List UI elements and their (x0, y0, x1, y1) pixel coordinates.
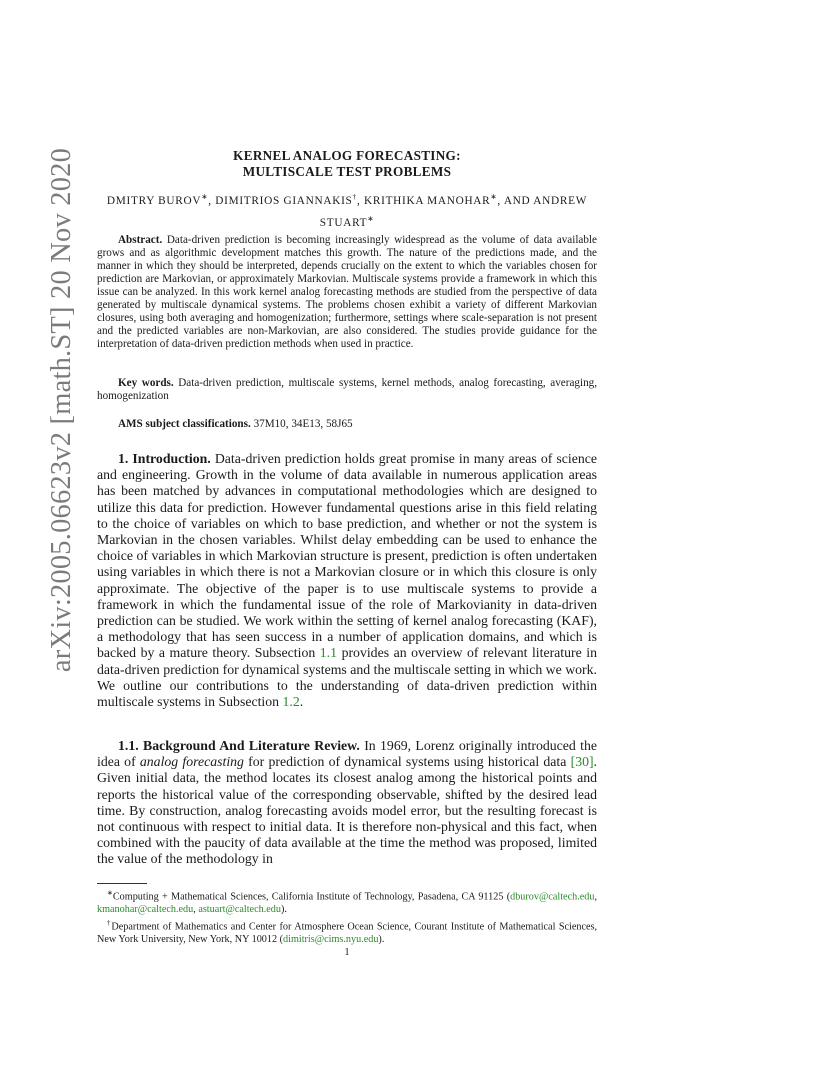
author-3: KRITHIKA MANOHAR (364, 194, 491, 207)
keywords-label: Key words. (118, 377, 174, 389)
citation-30[interactable]: [30] (570, 754, 594, 770)
ams-classifications (97, 418, 597, 431)
footnote-1-sep-2: , (193, 903, 199, 915)
author-2-mark: † (352, 192, 357, 201)
email-link-stuart[interactable]: astuart@caltech.edu (198, 903, 281, 915)
author-1: DMITRY BUROV (106, 194, 202, 207)
keywords (97, 377, 597, 403)
page-number: 1 (344, 947, 350, 958)
abstract-text: Data-driven prediction is becoming increasingly widespread as the volume of data available grows and as algorithmic development matches this growth. The nature of the predictions made, and the manner in which they should be interpreted, depends crucially on the extent to which the variables chosen for prediction are Markovian, or approximately Markovian. Multiscale systems provide a framework in which this issue can be analyzed. In this work kernel analog forecasting methods are studied from the perspective of data generated by multiscale dynamical systems. The problems chosen exhibit a variety of different Markovian closures, using both averaging and homogenization; furthermore, settings where scale-separation is not present and the predicted variables are non-Markovian, are also considered. The studies provide guidance for the interpretation of data-driven prediction methods when used in practice. (97, 234, 597, 350)
author-1-mark: ∗ (201, 192, 209, 201)
subsection-ref-1-1[interactable]: 1.1 (319, 645, 338, 661)
author-list: DMITRY BUROV∗, DIMITRIOS GIANNAKIS†, KRITHIKA MANOHAR∗, AND ANDREW STUART∗ (106, 192, 588, 229)
footnote-1-sep-1: , (594, 891, 597, 903)
author-conjunction: AND ANDREW (503, 194, 588, 207)
section-1-1-text-a: In 1969, Lorenz originally introduced the idea of (97, 738, 597, 770)
section-1-1-text-b: for prediction of dynamical systems using historical data (248, 754, 567, 770)
section-1-1-text-c: . Given initial data, the method locates its closest analog among the historical points and reports the historical value of the corresponding observable, shifted by the desired lead time. By construction, analog forecasting avoids model error, but the resulting forecast is not continuous with respect to initial data. It is therefore non-physical and this fact, when combined with the paucity of data available at the time the method was proposed, limited the value of the methodology in (97, 754, 598, 867)
footnote-1-text: Computing + Mathematical Sciences, California Institute of Technology, Pasadena, CA 91125 ( (112, 891, 511, 903)
section-1-heading: 1. Introduction. (118, 451, 211, 466)
footnote-2-mark: † (107, 919, 112, 928)
author-4-mark: ∗ (367, 213, 375, 223)
section-1-text-b: provides an overview of relevant literature in data-driven prediction for dynamical systems and the multiscale setting in which we work. We outline our contributions to the understanding of data-driven prediction within multiscale systems in Subsection (97, 645, 598, 710)
footnote-2-text: Department of Mathematics and Center for Atmosphere Ocean Science, Courant Institute of Mathematical Sciences, New York University, New York, NY 10012 ( (97, 921, 598, 946)
section-1-text-a: Data-driven prediction holds great promise in many areas of science and engineering. Growth in the volume of data available in numerous application areas has been matched by advances in computational methodologies which are designed to utilize this data for prediction. However fundamental questions arise in this field relating to the choice of variables on which to base prediction, and whether or not the system is Markovian in the chosen variables. Whilst delay embedding can be used to enhance the choice of variables in which Markovian structure is present, prediction is often undertaken using variables in which there is not a Markovian closure or in which this closure is only approximate. The objective of the paper is to use multiscale systems to provide a framework in which the fundamental issue of the role of Markovianity in data-driven prediction can be studied. We work within the setting of kernel analog forecasting (KAF), a methodology that has seen success in a number of application domains, and which is backed by a mature theory. Subsection (97, 451, 597, 661)
email-link-giannakis[interactable]: dimitris@cims.nyu.edu (283, 934, 379, 946)
footnote-1-mark: ∗ (107, 889, 113, 897)
title-line-2: MULTISCALE TEST PROBLEMS (242, 164, 452, 179)
section-background (97, 738, 597, 868)
ams-text: 37M10, 34E13, 58J65 (253, 418, 353, 430)
section-1-1-emphasis: analog forecasting (139, 754, 244, 770)
footnotes (97, 887, 597, 948)
paper-title (97, 148, 597, 180)
footnote-1-end: ). (280, 903, 287, 915)
email-link-manohar[interactable]: kmanohar@caltech.edu (97, 903, 194, 915)
footnote-1 (97, 887, 597, 916)
author-2: DIMITRIOS GIANNAKIS (215, 194, 353, 207)
author-4: STUART (319, 216, 368, 229)
abstract-label: Abstract. (118, 234, 163, 246)
footnote-rule (97, 883, 147, 884)
keywords-text: Data-driven prediction, multiscale systems, kernel methods, analog forecasting, averaging, homogenization (97, 377, 598, 402)
section-introduction (97, 451, 597, 710)
section-1-text-c: . (299, 694, 304, 710)
ams-label: AMS subject classifications. (118, 418, 251, 430)
footnote-2-end: ). (378, 934, 385, 946)
title-line-1: KERNEL ANALOG FORECASTING: (233, 148, 461, 163)
email-link-burov[interactable]: dburov@caltech.edu (510, 891, 595, 903)
section-1-1-heading: 1.1. Background And Literature Review. (118, 738, 360, 753)
footnote-2 (97, 917, 597, 946)
subsection-ref-1-2[interactable]: 1.2 (282, 694, 300, 710)
arxiv-stamp: arXiv:2005.06623v2 [math.ST] 20 Nov 2020 (46, 147, 77, 673)
abstract (97, 234, 597, 351)
author-3-mark: ∗ (490, 192, 498, 201)
